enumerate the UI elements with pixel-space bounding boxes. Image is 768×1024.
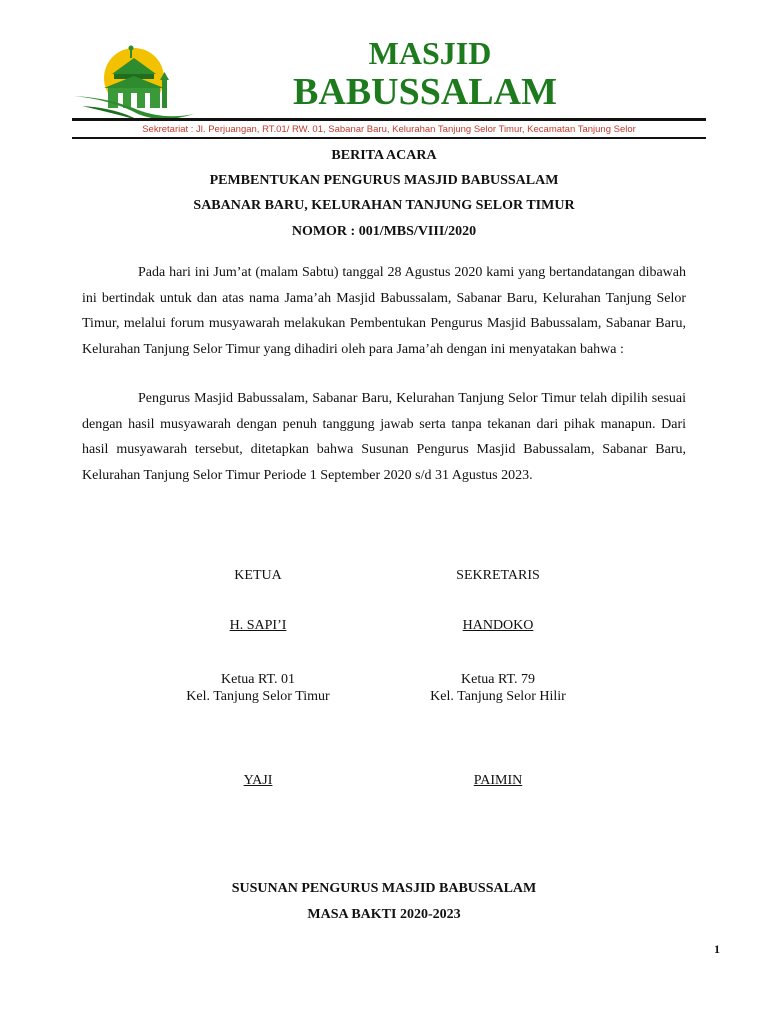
body-paragraph-1: Pada hari ini Jum’at (malam Sabtu) tanggal 28 Agustus 2020 kami yang bertandatangan dibawah ini bertindak untuk dan atas nama Jama’ah Masjid Babussalam, Sabanar Baru, Kelurahan Tanjung Selor Timur, melalui forum musyawarah melakukan Pembentukan Pengurus Masjid Babussalam, Sabanar Baru, Kelurahan Tanjung Selor Timur yang dihadiri oleh para Jama’ah dengan ini menyatakan bahwa : [82,265,686,357]
document-title: BERITA ACARA [331,148,437,163]
letterhead-rule-top [72,118,706,121]
signature-role-right: SEKRETARIS [456,568,540,583]
signature-title-right-line2: Kel. Tanjung Selor Hilir [430,689,566,704]
page-number: 1 [714,942,720,956]
body-paragraph-2: Pengurus Masjid Babussalam, Sabanar Baru, Kelurahan Tanjung Selor Timur telah dipilih sesuai dengan hasil musyawarah dengan penuh tanggung jawab serta tanpa tekanan dari pihak manapun. Dari hasil musyawarah tersebut, ditetapkan bahwa Susunan Pengurus Masjid Babussalam, Sabanar Baru, Kelurahan Tanjung Selor Timur Periode 1 September 2020 s/d 31 Agustus 2023. [82,391,686,483]
mosque-name-line1: MASJID [368,35,492,71]
secretariat-address: Sekretariat : Jl. Perjuangan, RT.01/ RW. 01, Sabanar Baru, Kelurahan Tanjung Selor Timur, Kecamatan Tanjung Selor [142,124,636,135]
document-location: SABANAR BARU, KELURAHAN TANJUNG SELOR TIMUR [193,198,575,213]
signature-role-left: KETUA [234,568,282,583]
service-period-heading: MASA BAKTI 2020-2023 [307,907,461,922]
document-subtitle: PEMBENTUKAN PENGURUS MASJID BABUSSALAM [209,173,559,188]
signature-title-left-line2: Kel. Tanjung Selor Timur [186,689,330,704]
second-signature-name-right: PAIMIN [473,773,523,788]
committee-structure-heading: SUSUNAN PENGURUS MASJID BABUSSALAM [231,881,537,896]
document-number: NOMOR : 001/MBS/VIII/2020 [291,224,477,239]
letterhead-rule-bottom [72,137,706,139]
signature-name-left: H. SAPI’I [229,618,287,633]
mosque-name-line2: BABUSSALAM [293,71,557,113]
second-signature-name-left: YAJI [243,773,273,788]
mosque-logo-icon [72,44,196,124]
signature-title-right-line1: Ketua RT. 79 [461,672,535,687]
signature-name-right: HANDOKO [462,618,534,633]
signature-title-left-line1: Ketua RT. 01 [221,672,295,687]
